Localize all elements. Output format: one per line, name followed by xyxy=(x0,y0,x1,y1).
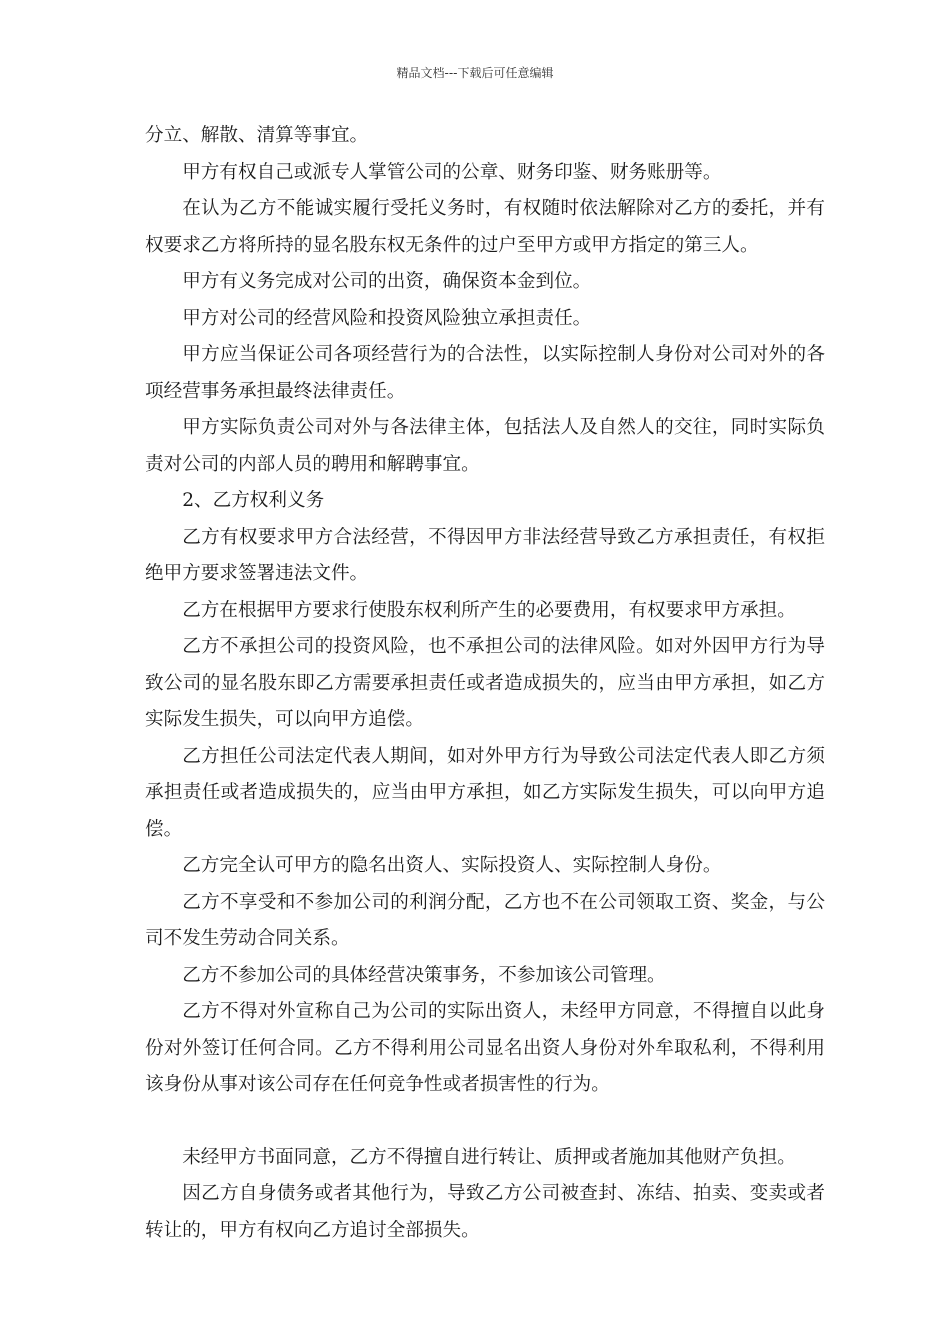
page-header: 精品文档---下载后可任意编辑 xyxy=(396,66,554,80)
paragraph-12: 乙方担任公司法定代表人期间，如对外甲方行为导致公司法定代表人即乙方须承担责任或者造成损失的，应当由甲方承担，如乙方实际发生损失，可以向甲方追偿。 xyxy=(145,745,825,840)
paragraph-10: 乙方在根据甲方要求行使股东权利所产生的必要费用，有权要求甲方承担。 xyxy=(182,599,796,621)
paragraph-7: 甲方实际负责公司对外与各法律主体，包括法人及自然人的交往，同时实际负责对公司的内部人员的聘用和解聘事宜。 xyxy=(145,417,825,475)
document-body xyxy=(145,118,825,1249)
paragraph-17: 未经甲方书面同意，乙方不得擅自进行转让、质押或者施加其他财产负担。 xyxy=(182,1146,796,1168)
paragraph-9: 乙方有权要求甲方合法经营，不得因甲方非法经营导致乙方承担责任，有权拒绝甲方要求签署违法文件。 xyxy=(145,526,825,584)
section-heading: 2、乙方权利义务 xyxy=(182,490,325,511)
paragraph-15: 乙方不参加公司的具体经营决策事务，不参加该公司管理。 xyxy=(182,964,666,986)
paragraph-14: 乙方不享受和不参加公司的利润分配，乙方也不在公司领取工资、奖金，与公司不发生劳动合同关系。 xyxy=(145,891,825,949)
paragraph-1: 分立、解散、清算等事宜。 xyxy=(145,125,369,146)
paragraph-3: 在认为乙方不能诚实履行受托义务时，有权随时依法解除对乙方的委托，并有权要求乙方将所持的显名股东权无条件的过户至甲方或甲方指定的第三人。 xyxy=(145,198,825,256)
paragraph-13: 乙方完全认可甲方的隐名出资人、实际投资人、实际控制人身份。 xyxy=(182,855,722,876)
paragraph-18: 因乙方自身债务或者其他行为，导致乙方公司被查封、冻结、拍卖、变卖或者转让的，甲方有权向乙方追讨全部损失。 xyxy=(145,1183,825,1241)
paragraph-11: 乙方不承担公司的投资风险，也不承担公司的法律风险。如对外因甲方行为导致公司的显名股东即乙方需要承担责任或者造成损失的，应当由甲方承担，如乙方实际发生损失，可以向甲方追偿。 xyxy=(145,636,825,730)
paragraph-6: 甲方应当保证公司各项经营行为的合法性，以实际控制人身份对公司对外的各项经营事务承担最终法律责任。 xyxy=(145,344,825,402)
paragraph-16: 乙方不得对外宣称自己为公司的实际出资人，未经甲方同意，不得擅自以此身份对外签订任何合同。乙方不得利用公司显名出资人身份对外牟取私利，不得利用该身份从事对该公司存在任何竞争性或者损害性的行为。 xyxy=(145,1001,825,1095)
paragraph-2: 甲方有权自己或派专人掌管公司的公章、财务印鉴、财务账册等。 xyxy=(182,161,722,183)
paragraph-4: 甲方有义务完成对公司的出资，确保资本金到位。 xyxy=(182,271,592,292)
paragraph-5: 甲方对公司的经营风险和投资风险独立承担责任。 xyxy=(182,307,592,329)
